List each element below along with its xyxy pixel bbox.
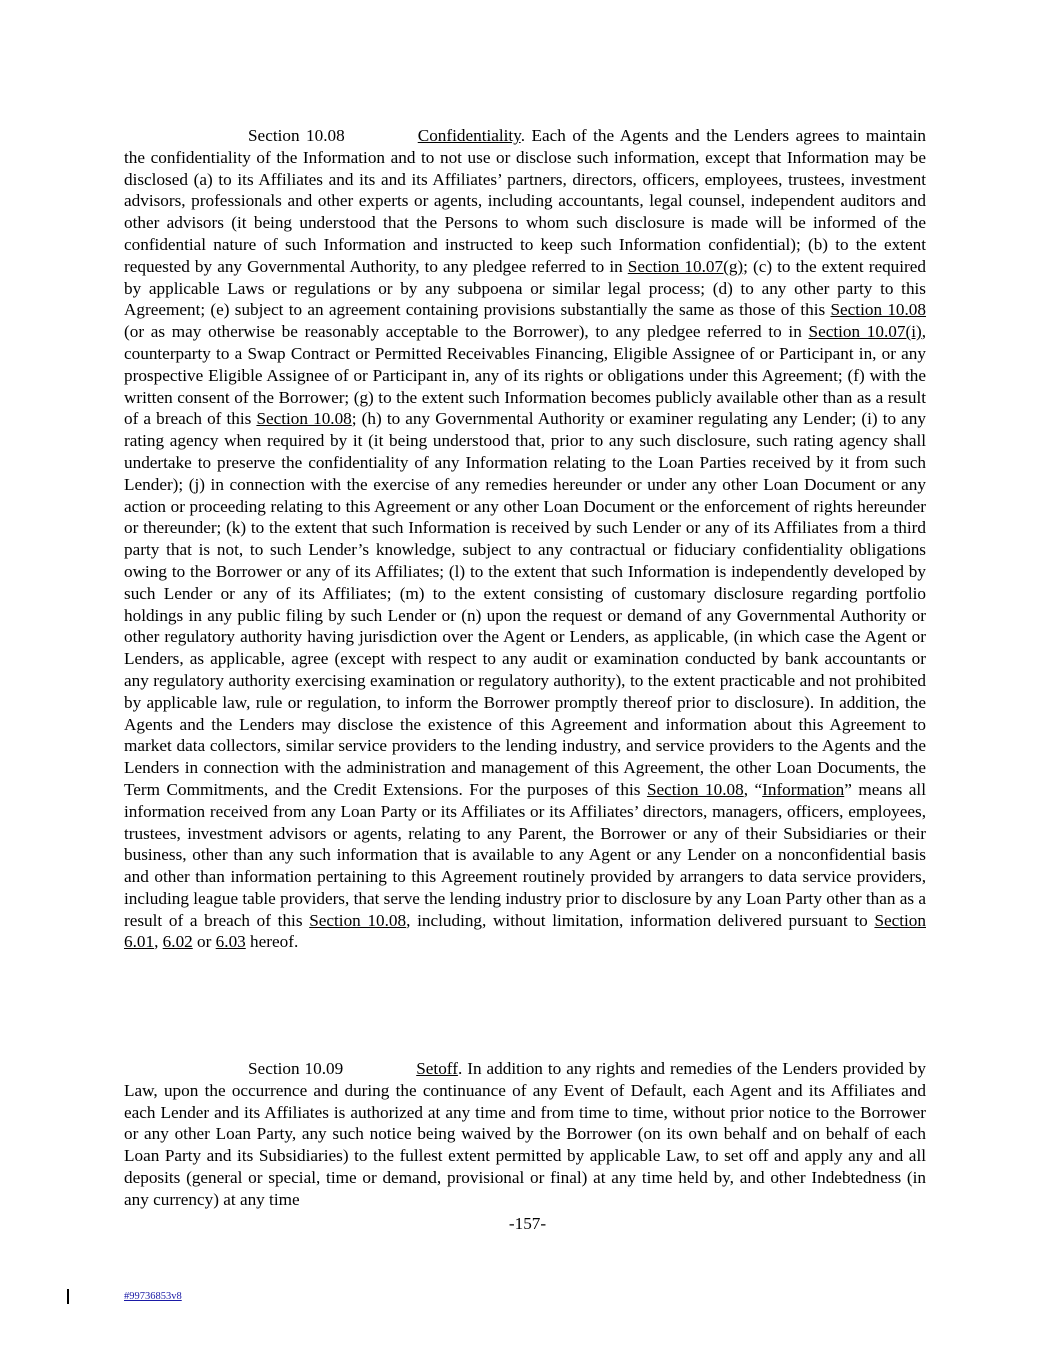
section-cross-reference: 6.03 bbox=[215, 932, 246, 952]
section-cross-reference: Section 10.08 bbox=[309, 910, 407, 930]
section-cross-reference: Section 10.08 bbox=[830, 300, 926, 320]
section-number: Section 10.09 bbox=[248, 1059, 344, 1078]
section-text: or bbox=[192, 932, 216, 952]
section-text: , bbox=[154, 932, 163, 952]
section-text: ; (c) to the extent required by applicable Laws or regulations or by any subpoena or similar legal process; (d) to any other party to this Agreement; (e) subject to an agreement containing provisions substantially the same as those of this bbox=[124, 256, 926, 320]
document-id-link[interactable]: #99736853v8 bbox=[124, 1291, 182, 1302]
section-text: , including, without limitation, information delivered pursuant to bbox=[406, 910, 875, 930]
section-text: hereof. bbox=[245, 932, 299, 952]
section-10-08-paragraph bbox=[124, 125, 926, 953]
page-number: -157- bbox=[508, 1214, 547, 1233]
defined-term: Information bbox=[762, 779, 845, 799]
section-text: , counterparty to a Swap Contract or Permitted Receivables Financing, Eligible Assignee of or Participant in, or any prospective Eligible Assignee of or Participant in, any of its rights or obligations under this Agreement; (f) with the written consent of the Borrower; (g) to the extent such Information becomes publicly available other than as a result of a breach of this bbox=[124, 322, 926, 429]
section-text: (or as may otherwise be reasonably acceptable to the Borrower), to any pledgee referred to in bbox=[124, 322, 809, 342]
section-cross-reference: Section 10.08 bbox=[256, 409, 352, 429]
revision-change-bar bbox=[67, 1289, 69, 1304]
section-text: ; (h) to any Governmental Authority or examiner regulating any Lender; (i) to any rating agency when required by it (it being understood that, prior to any such disclosure, such rating agency shall undertake to preserve the confidentiality of any Information relating to the Loan Parties received by it from such Lender); (j) in connection with the exercise of any remedies hereunder or under any other Loan Document or any action or proceeding relating to this Agreement or any other Loan Document or the enforcement of rights hereunder or thereunder; (k) to the extent that such Information is received by such Lender or any of its Affiliates from a third party that is not, to such Lender’s knowledge, subject to any contractual or fiduciary confidentiality obligations owing to the Borrower or any of its Affiliates; (l) to the extent that such Information is independently developed by such Lender or any of its Affiliates; (m) to the extent consisting of customary disclosure regarding portfolio holdings in any public filing by such Lender or (n) upon the request or demand of any Governmental Authority or other regulatory authority having jurisdiction over the Agent or Lenders, as applicable, (in which case the Agent or Lenders, as applicable, agree (except with respect to any audit or examination conducted by bank accountants or any regulatory authority exercising examination or regulatory authority), to the extent practicable and not prohibited by applicable law, rule or regulation, to inform the Borrower promptly thereof prior to disclosure). In addition, the Agents and the Lenders may disclose the existence of this Agreement and information about this Agreement to market data collectors, similar service providers to the lending industry, and service providers to the Agents and the Lenders in connection with the administration and management of this Agreement, the other Loan Documents, the Term Commitments, and the Credit Extensions. For the purposes of this bbox=[124, 409, 926, 799]
section-cross-reference: Section 6.01 bbox=[124, 910, 926, 952]
section-text: , “ bbox=[743, 779, 763, 799]
section-10-09-paragraph bbox=[124, 1058, 926, 1211]
section-cross-reference: Section 10.08 bbox=[646, 779, 744, 799]
section-cross-reference: Section 10.07(i) bbox=[808, 322, 922, 342]
section-cross-reference: 6.02 bbox=[162, 932, 193, 952]
section-text: . Each of the Agents and the Lenders agrees to maintain the confidentiality of the Information and to not use or disclose such information, except that Information may be disclosed (a) to its Affiliates and its and its Affiliates’ partners, directors, officers, employees, trustees, investment advisors, professionals and other experts or agents, including accountants, legal counsel, independent auditors and other advisors (it being understood that the Persons to whom such disclosure is made will be informed of the confidential nature of such Information and instructed to keep such Information confidential); (b) to the extent requested by any Governmental Authority, to any pledgee referred to in bbox=[124, 126, 926, 276]
section-heading: Confidentiality bbox=[417, 126, 521, 145]
section-number: Section 10.08 bbox=[248, 126, 345, 145]
section-text: ” means all information received from any Loan Party or its Affiliates or its Affiliates’ directors, managers, officers, employees, trustees, investment advisors or agents, relating to any Parent, the Borrower or any of their Subsidiaries or their business, other than any such information that is available to any Agent or any Lender on a nonconfidential basis and other than information pertaining to this Agreement routinely provided by arrangers to data service providers, including league table providers, that serve the lending industry prior to disclosure by any Loan Party other than as a result of a breach of this bbox=[124, 779, 926, 930]
section-text: . In addition to any rights and remedies of the Lenders provided by Law, upon the occurrence and during the continuance of any Event of Default, each Agent and its Affiliates and each Lender and its Affiliates is authorized at any time and from time to time, without prior notice to the Borrower or any other Loan Party, any such notice being waived by the Borrower (on its own behalf and on behalf of each Loan Party and its Subsidiaries) to the fullest extent permitted by applicable Law, to set off and apply any and all deposits (general or special, time or demand, provisional or final) at any time held by, and other Indebtedness (in any currency) at any time bbox=[124, 1059, 926, 1209]
section-heading: Setoff bbox=[416, 1059, 458, 1078]
section-cross-reference: Section 10.07(g) bbox=[627, 256, 744, 276]
